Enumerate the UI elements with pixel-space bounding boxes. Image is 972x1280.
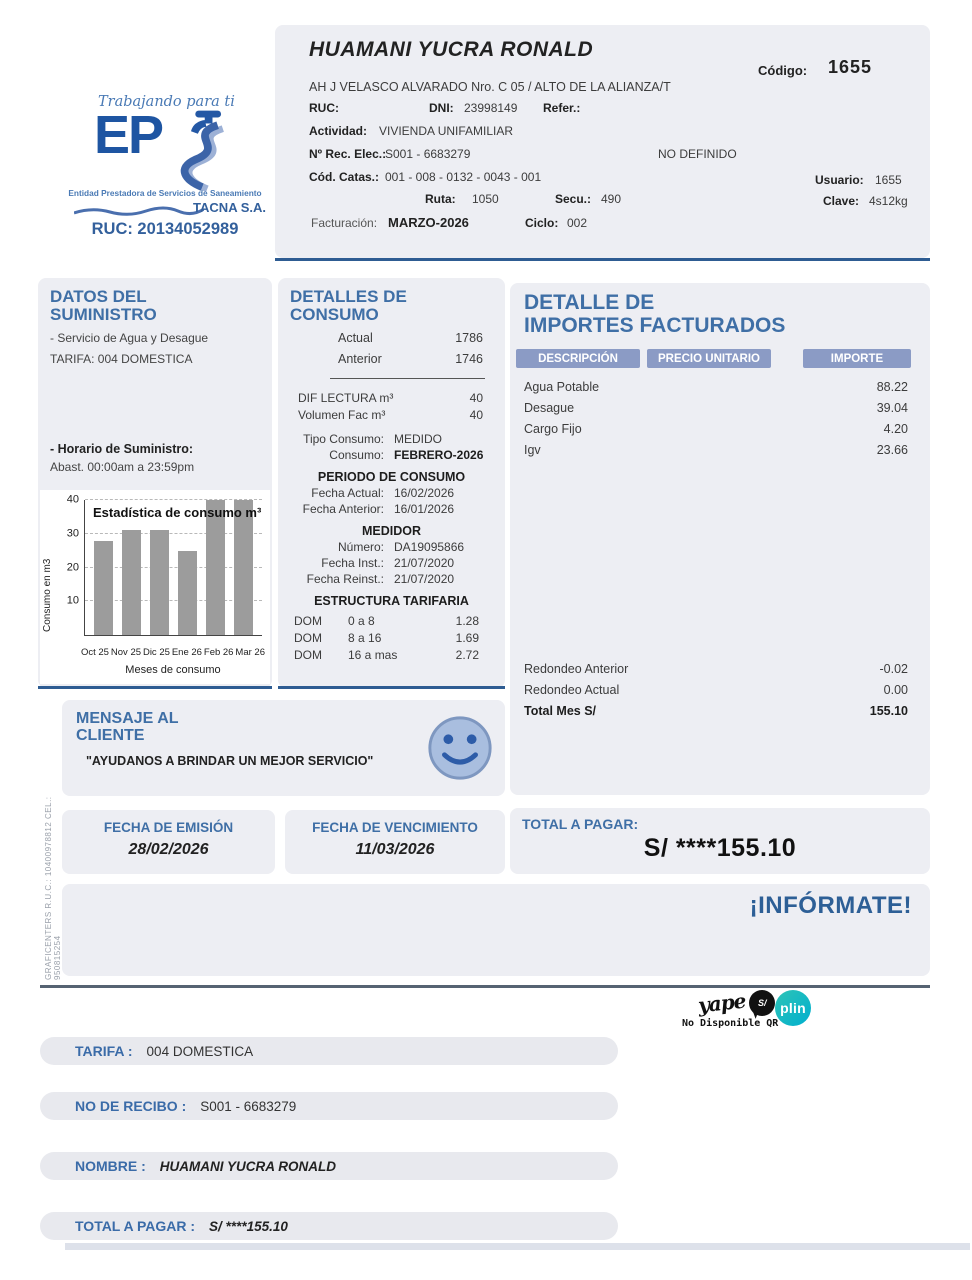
summary-value: S/ ****155.10 [209, 1218, 288, 1234]
consumo-value: FEBRERO-2026 [394, 448, 484, 462]
actividad-value: VIVIENDA UNIFAMILIAR [379, 124, 514, 138]
fecha-anterior-row [278, 502, 505, 516]
medidor-heading: MEDIDOR [361, 524, 422, 538]
summary-value: 004 DOMESTICA [146, 1043, 254, 1059]
summary-value: HUAMANI YUCRA RONALD [159, 1158, 337, 1174]
table-spacer [510, 457, 930, 655]
supply-title-line2: SUMINISTRO [50, 305, 157, 324]
consumo-label: Consumo: [329, 448, 384, 462]
yape-bubble-icon [749, 990, 775, 1016]
refer-label: Refer.: [543, 101, 581, 115]
fecha-reinst-row [278, 572, 505, 586]
dni-value: 23998149 [464, 101, 518, 115]
column-header-precio-unitario: PRECIO UNITARIO [647, 349, 771, 368]
actividad-label: Actividad: [309, 124, 368, 138]
summary-row-tarifa [40, 1037, 618, 1065]
ruta-label: Ruta: [425, 192, 456, 206]
dif-value: 40 [469, 391, 483, 405]
chart-x-tick: Dic 25 [142, 647, 170, 658]
customer-address: AH J VELASCO ALVARADO Nro. C 05 / ALTO DE LA ALIANZA/T [309, 80, 671, 94]
table-row [510, 380, 930, 394]
consumption-bar [94, 541, 113, 636]
summary-label: NO DE RECIBO : [75, 1098, 187, 1114]
table-row [510, 401, 930, 415]
chart-y-tick: 10 [66, 594, 79, 607]
chart-x-tick: Nov 25 [110, 647, 142, 658]
periodo-heading: PERIODO DE CONSUMO [317, 470, 466, 484]
tier-row [278, 648, 505, 662]
fecha-reinst-value: 21/07/2020 [394, 572, 455, 586]
chart-x-tick: Mar 26 [235, 647, 265, 658]
total-mes-value: 155.10 [869, 704, 908, 718]
usuario-value: 1655 [875, 173, 902, 187]
billed-title-line2: IMPORTES FACTURADOS [524, 314, 786, 337]
tier-cat: DOM [294, 648, 322, 662]
volumen-label: Volumen Fac m³ [298, 408, 386, 422]
tarifa-type: TARIFA: 004 DOMESTICA [50, 352, 193, 366]
fecha-anterior-value: 16/01/2026 [394, 502, 455, 516]
tier-row [278, 614, 505, 628]
row-label: Igv [524, 443, 541, 457]
plin-logo [775, 990, 811, 1026]
chart-bars [85, 500, 262, 635]
facturacion-value: MARZO-2026 [388, 215, 469, 230]
actual-value: 1786 [455, 331, 483, 345]
redondeo-actual-row [510, 683, 930, 697]
faucet-river-icon [162, 108, 232, 199]
tier-range: 16 a mas [348, 648, 398, 662]
row-value: 23.66 [876, 443, 908, 457]
total-to-pay-label: TOTAL A PAGAR: [522, 816, 639, 832]
customer-header-panel [275, 25, 930, 258]
consumption-title [278, 278, 505, 324]
tier-rate: 1.28 [455, 614, 479, 628]
fecha-actual-label: Fecha Actual: [311, 486, 384, 500]
anterior-value: 1746 [455, 352, 483, 366]
tipo-value: MEDIDO [394, 432, 442, 446]
supply-panel-divider [38, 686, 272, 689]
horario-label: - Horario de Suministro: [50, 442, 194, 456]
row-value: 39.04 [876, 401, 908, 415]
consumption-bar [178, 551, 197, 635]
dif-lectura-row [278, 391, 505, 405]
dni-label: DNI: [429, 101, 454, 115]
eps-logo-block [58, 92, 272, 238]
tier-rate: 1.69 [455, 631, 479, 645]
clave-value: 4s12kg [869, 194, 908, 208]
consumption-bar [206, 500, 225, 635]
billed-title-line1: DETALLE DE [524, 291, 655, 314]
table-row [510, 443, 930, 457]
summary-row-recibo [40, 1092, 618, 1120]
printer-credit-vertical-text: GRAFICENTERS R.U.C.: 10400978812 CEL.: 950815254 [44, 796, 62, 980]
redondeo-anterior-value: -0.02 [879, 662, 908, 676]
chart-y-tick: 40 [66, 493, 79, 506]
consumption-chart [40, 490, 270, 684]
informate-text: ¡INFÓRMATE! [749, 892, 912, 919]
header-divider [275, 258, 930, 261]
codigo-label: Código: [758, 63, 808, 78]
footer-separator [40, 985, 930, 988]
total-to-pay-panel [510, 808, 930, 874]
column-header-descripcion: DESCRIPCIÓN [516, 349, 640, 368]
rec-elec-label: Nº Rec. Elec.: [309, 147, 387, 161]
codigo-value: 1655 [828, 57, 873, 77]
logo-ruc: RUC: 20134052989 [91, 220, 239, 238]
row-value: 88.22 [876, 380, 908, 394]
plin-wordmark: plin [780, 1000, 806, 1016]
tier-rate: 2.72 [455, 648, 479, 662]
dif-label: DIF LECTURA m³ [298, 391, 394, 405]
eps-logo [94, 105, 232, 199]
consumption-bar [234, 500, 253, 635]
bottom-strip [65, 1243, 970, 1250]
no-definido: NO DEFINIDO [658, 147, 737, 161]
chart-x-tick: Feb 26 [203, 647, 234, 658]
consumo-mes-row [278, 448, 505, 462]
chart-y-axis-label: Consumo en m3 [42, 558, 53, 632]
redondeo-anterior-row [510, 662, 930, 676]
chart-y-tick: 30 [66, 527, 79, 540]
consumption-bar [122, 530, 141, 635]
chart-x-tick: Ene 26 [171, 647, 202, 658]
catas-value: 001 - 008 - 0132 - 0043 - 001 [385, 170, 542, 184]
fecha-actual-value: 16/02/2026 [394, 486, 455, 500]
row-label: Agua Potable [524, 380, 600, 394]
numero-label: Número: [337, 540, 384, 554]
logo-tagline: Trabajando para ti [98, 94, 235, 110]
row-label: Desague [524, 401, 575, 415]
consumption-bar [150, 530, 169, 635]
redondeo-actual-label: Redondeo Actual [524, 683, 620, 697]
supply-title-line1: DATOS DEL [50, 287, 147, 306]
redondeo-actual-value: 0.00 [883, 683, 908, 697]
consumption-title-line2: CONSUMO [290, 305, 379, 324]
ruc-label: RUC: [309, 101, 339, 115]
secu-value: 490 [601, 192, 622, 206]
logo-subtitle: Entidad Prestadora de Servicios de Saneamiento [68, 188, 262, 198]
logo-ep-text: EP [94, 105, 163, 165]
tipo-label: Tipo Consumo: [303, 432, 384, 446]
ruta-value: 1050 [472, 192, 499, 206]
secu-label: Secu.: [555, 192, 592, 206]
usuario-label: Usuario: [815, 173, 864, 187]
total-to-pay-value: S/ ****155.10 [643, 834, 797, 862]
logo-company: TACNA S.A. [193, 200, 266, 215]
volumen-value: 40 [469, 408, 483, 422]
summary-label: TARIFA : [75, 1043, 133, 1059]
consumption-title-line1: DETALLES DE [290, 287, 407, 306]
customer-message-panel [62, 700, 505, 796]
due-date-label: FECHA DE VENCIMIENTO [312, 820, 478, 835]
catas-label: Cód. Catas.: [309, 170, 380, 184]
tier-cat: DOM [294, 631, 322, 645]
supply-data-panel [38, 278, 272, 688]
clave-label: Clave: [823, 194, 860, 208]
due-date-value: 11/03/2026 [355, 841, 435, 858]
supply-title [38, 278, 272, 324]
fecha-reinst-label: Fecha Reinst.: [306, 572, 384, 586]
chart-x-ticks [80, 647, 266, 658]
chart-x-tick: Oct 25 [80, 647, 109, 658]
rec-elec-value: S001 - 6683279 [385, 147, 471, 161]
tier-cat: DOM [294, 614, 322, 628]
row-label: Cargo Fijo [524, 422, 582, 436]
total-mes-row [510, 704, 930, 718]
redondeo-anterior-label: Redondeo Anterior [524, 662, 629, 676]
billed-amounts-panel [510, 283, 930, 795]
reading-divider [330, 378, 485, 379]
message-text: "AYUDANOS A BRINDAR UN MEJOR SERVICIO" [86, 754, 374, 768]
ciclo-value: 002 [567, 216, 588, 230]
tier-range: 0 a 8 [348, 614, 375, 628]
fecha-actual-row [278, 486, 505, 500]
fecha-anterior-label: Fecha Anterior: [302, 502, 384, 516]
numero-value: DA19095866 [394, 540, 465, 554]
table-header-row [516, 349, 930, 368]
chart-x-axis-label: Meses de consumo [125, 664, 221, 676]
consumption-panel-divider [278, 686, 505, 689]
fecha-inst-label: Fecha Inst.: [321, 556, 384, 570]
service-type: - Servicio de Agua y Desague [50, 331, 209, 345]
anterior-label: Anterior [338, 352, 382, 366]
yape-wordmark: yape [696, 988, 747, 1018]
facturacion-label: Facturación: [311, 216, 378, 230]
qr-unavailable-note: No Disponible QR [682, 1018, 779, 1029]
emission-date-value: 28/02/2026 [128, 841, 209, 858]
summary-value: S001 - 6683279 [200, 1098, 297, 1114]
chart-y-tick: 20 [66, 561, 79, 573]
yape-bubble-text: S/ [758, 998, 767, 1008]
tier-range: 8 a 16 [348, 631, 382, 645]
consumption-detail-panel [278, 278, 505, 688]
volumen-row [278, 408, 505, 422]
summary-label: TOTAL A PAGAR : [75, 1218, 196, 1234]
total-mes-label: Total Mes S/ [524, 704, 597, 718]
informate-panel [62, 884, 930, 976]
medidor-numero-row [278, 540, 505, 554]
tipo-consumo-row [278, 432, 505, 446]
consumption-chart-plot [66, 493, 262, 636]
summary-row-nombre [40, 1152, 618, 1180]
message-title-line1: MENSAJE AL [76, 710, 179, 727]
estructura-heading: ESTRUCTURA TARIFARIA [314, 594, 469, 608]
due-date-panel [285, 810, 505, 874]
actual-label: Actual [338, 331, 373, 345]
yape-logo [698, 990, 775, 1016]
message-title-line2: CLIENTE [76, 727, 145, 744]
chart-title: Estadística de consumo m³ [93, 505, 262, 520]
smiley-icon [425, 713, 495, 788]
reading-anterior-row [278, 352, 505, 366]
customer-name: HUAMANI YUCRA RONALD [309, 38, 594, 61]
fecha-inst-row [278, 556, 505, 570]
ciclo-label: Ciclo: [525, 216, 559, 230]
row-value: 4.20 [883, 422, 908, 436]
column-header-importe: IMPORTE [803, 349, 911, 368]
horario-value: Abast. 00:00am a 23:59pm [50, 460, 195, 474]
summary-row-total [40, 1212, 618, 1240]
emission-date-label: FECHA DE EMISIÓN [103, 820, 234, 835]
table-row [510, 422, 930, 436]
tier-row [278, 631, 505, 645]
billed-amounts-title [510, 283, 930, 337]
summary-label: NOMBRE : [75, 1158, 146, 1174]
fecha-inst-value: 21/07/2020 [394, 556, 455, 570]
emission-date-panel [62, 810, 275, 874]
reading-actual-row [278, 331, 505, 345]
